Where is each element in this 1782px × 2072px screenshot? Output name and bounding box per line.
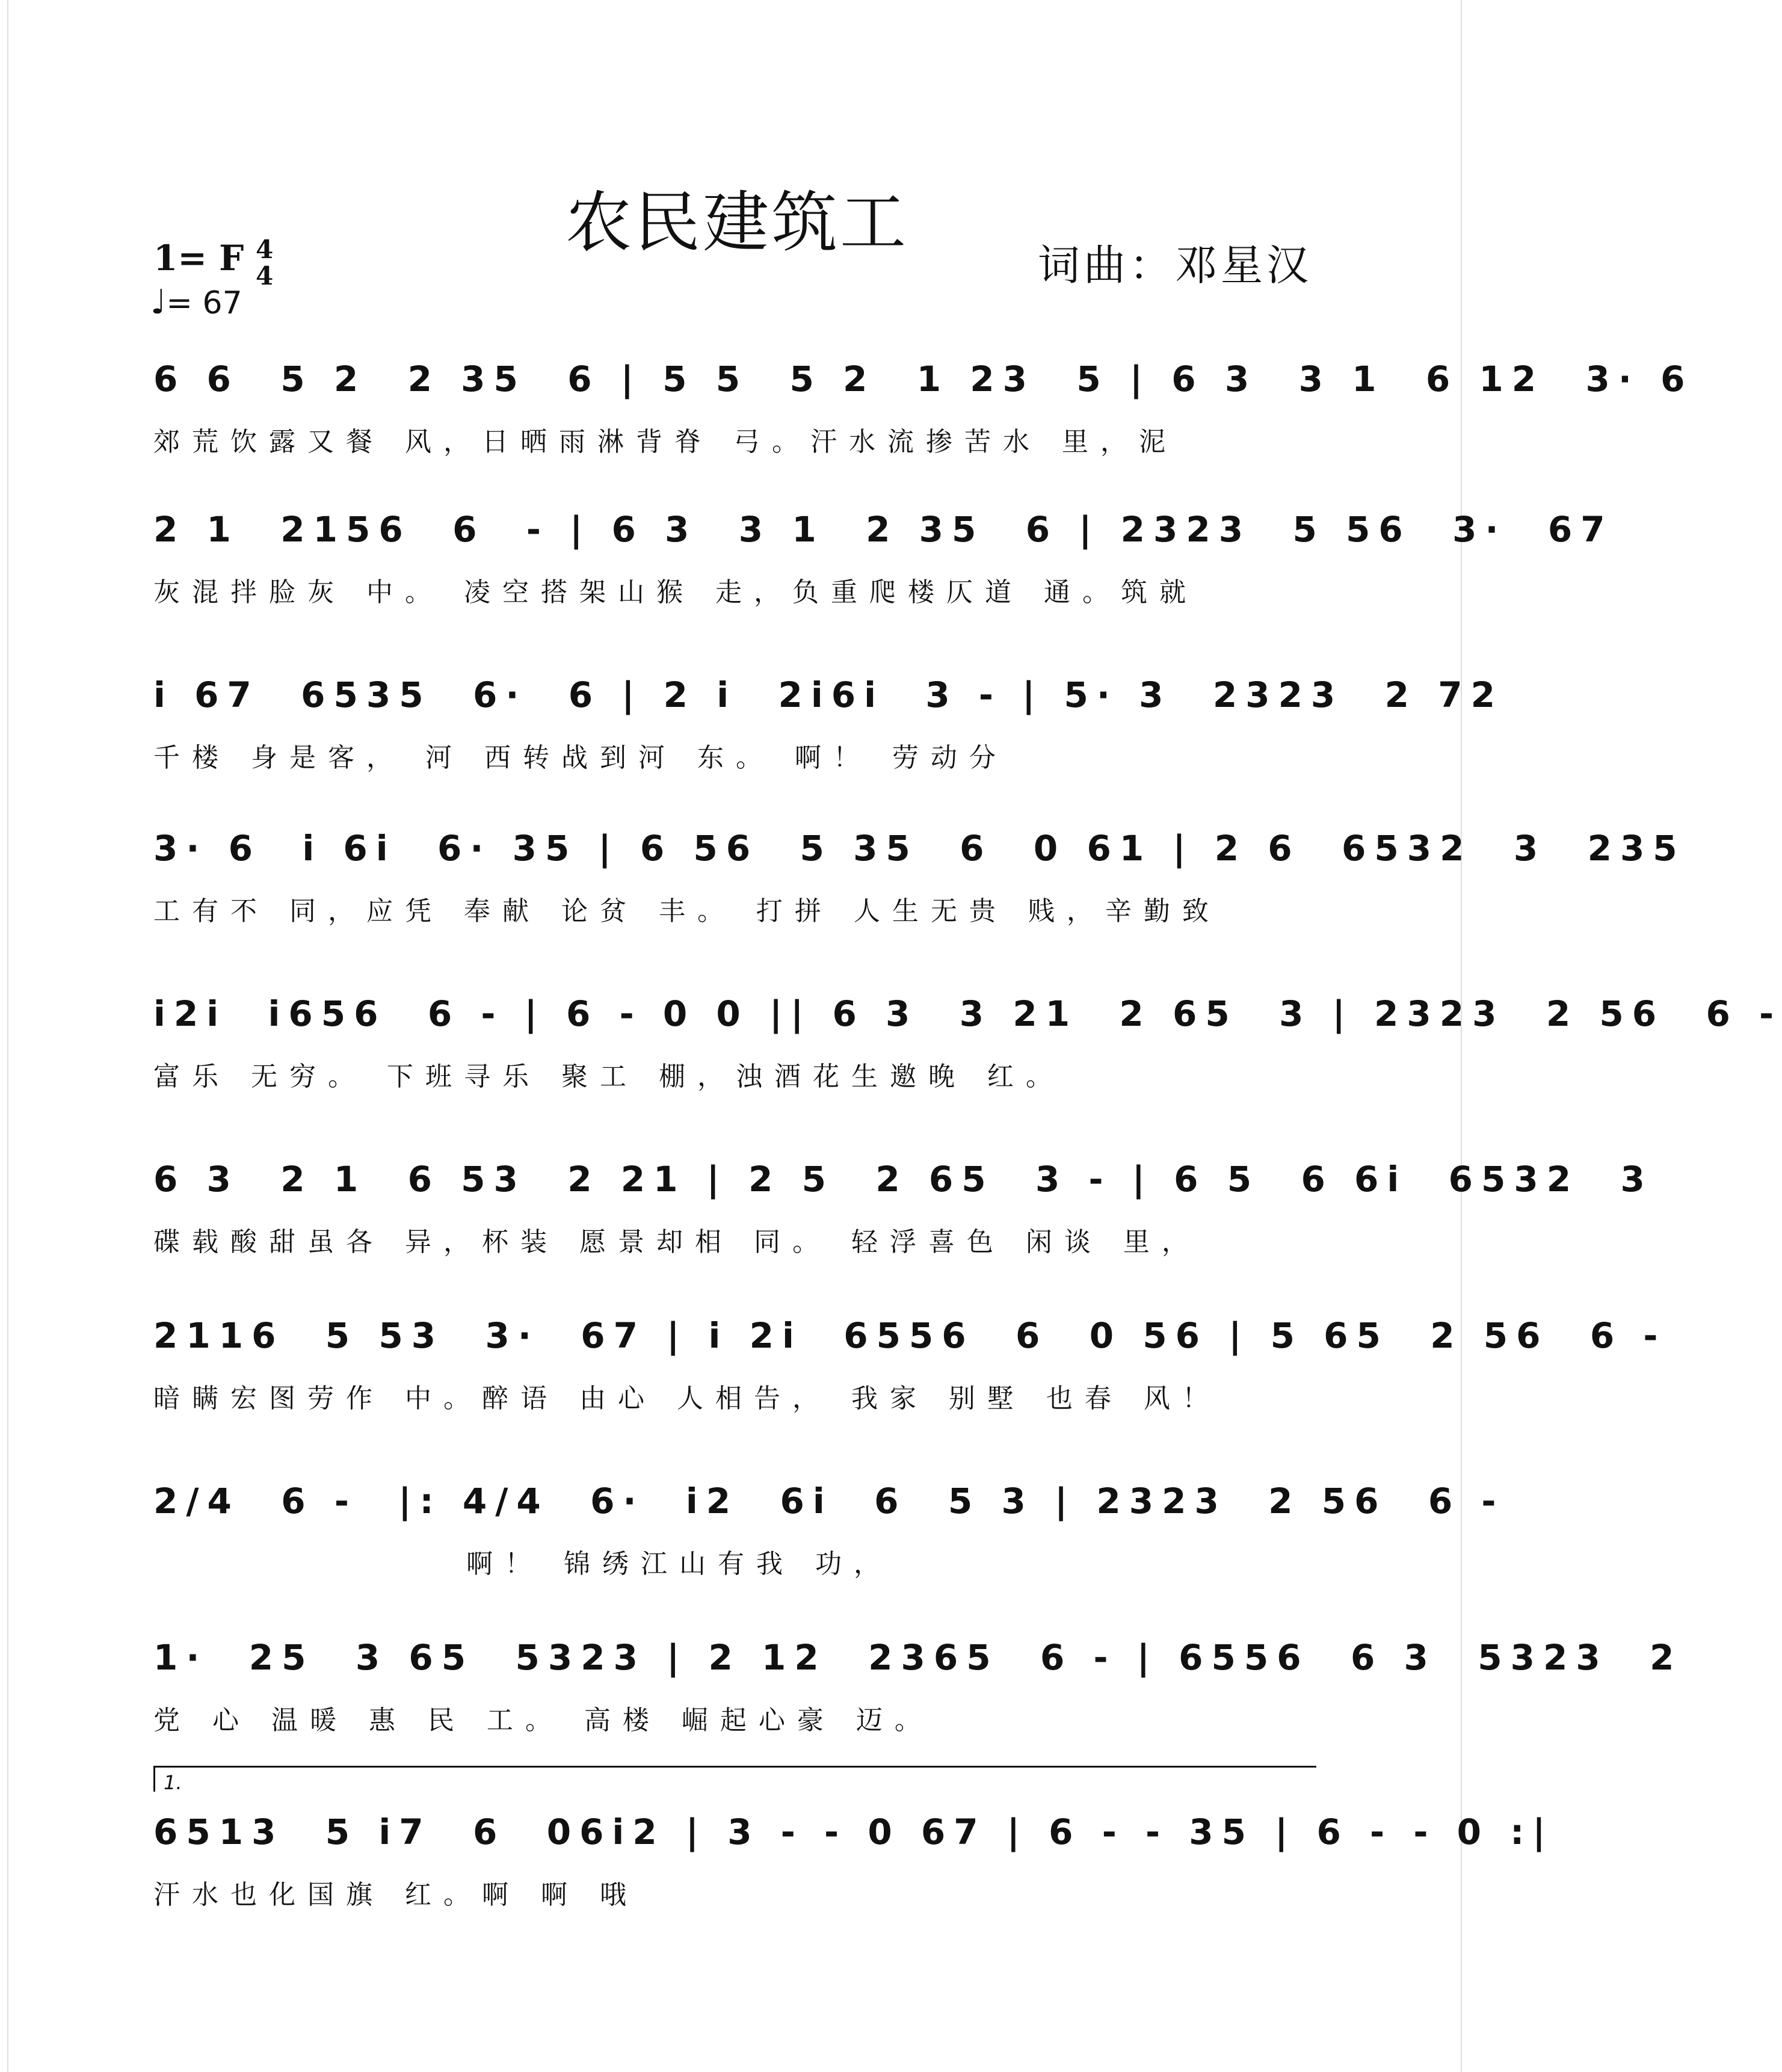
volta-bracket [153, 1766, 1316, 1792]
key-signature: 1= F [153, 238, 244, 279]
notes-line: i 67 6535 6· 6 | 2 i 2i6i 3 - | 5· 3 2323 2 72 [153, 674, 1503, 715]
volta-label: 1. [164, 1771, 182, 1794]
tempo-value: = 67 [166, 285, 242, 321]
lyrics-line: 党 心 温暖 惠 民 工。 高楼 崛起心豪 迈。 [153, 1705, 933, 1736]
lyrics-line: 工有不 同，应凭 奉献 论贫 丰。 打拼 人生无贵 贱，辛勤致 [153, 896, 1221, 927]
lyrics-line: 暗瞒宏图劳作 中。醉语 由心 人相告， 我家 别墅 也春 风！ [153, 1383, 1221, 1414]
lyrics-line: 汗水也化国旗 红。啊 啊 哦 [153, 1879, 638, 1910]
notes-line: 6 3 2 1 6 53 2 21 | 2 5 2 65 3 - | 6 5 6 6i 6532 3 [153, 1159, 1653, 1200]
notes-line: i2i i656 6 - | 6 - 0 0 || 6 3 3 21 2 65 3 | 2323 2 56 6 - [153, 993, 1782, 1034]
notes-line: 2 1 2156 6 - | 6 3 3 1 2 35 6 | 2323 5 56 3· 67 [153, 509, 1614, 550]
time-signature [256, 236, 273, 289]
notes-line: 1· 25 3 65 5323 | 2 12 2365 6 - | 6556 6 3 5323 2 [153, 1637, 1683, 1678]
notes-line: 6 6 5 2 2 35 6 | 5 5 5 2 1 23 5 | 6 3 3 1 6 12 3· 6 [153, 359, 1694, 399]
time-signature-bottom: 4 [256, 261, 274, 291]
notes-line: 2116 5 53 3· 67 | i 2i 6556 6 0 56 | 5 65 2 56 6 - [153, 1315, 1666, 1356]
song-title: 农民建筑工 [566, 184, 908, 261]
lyrics-line: 千楼 身是客， 河 西转战到河 东。 啊！ 劳动分 [153, 742, 1008, 773]
lyrics-line: 灰混拌脸灰 中。 凌空搭架山猴 走，负重爬楼仄道 通。筑就 [153, 577, 1198, 608]
credit-line: 词曲：邓星汉 [1038, 241, 1312, 290]
notes-line: 3· 6 i 6i 6· 35 | 6 56 5 35 6 0 61 | 2 6 6532 3 235 [153, 828, 1686, 869]
lyrics-line: 郊荒饮露又餐 风，日晒雨淋背脊 弓。汗水流掺苦水 里，泥 [153, 427, 1177, 457]
time-signature-top: 4 [256, 235, 274, 264]
lyrics-line: 富乐 无穷。 下班寻乐 聚工 棚，浊酒花生邀晚 红。 [153, 1061, 1064, 1092]
tempo-marking [150, 283, 242, 322]
lyrics-line: 啊！ 锦绣江山有我 功， [466, 1549, 892, 1579]
notes-line: 6513 5 i7 6 06i2 | 3 - - 0 67 | 6 - - 35 | 6 - - 0 :| [153, 1811, 1554, 1852]
quarter-note-icon: ♩ [150, 283, 167, 322]
notes-line: 2/4 6 - |: 4/4 6· i2 6i 6 5 3 | 2323 2 56 6 - [153, 1481, 1505, 1522]
lyrics-line: 碟载酸甜虽各 异，杯装 愿景却相 同。 轻浮喜色 闲谈 里， [153, 1227, 1200, 1257]
